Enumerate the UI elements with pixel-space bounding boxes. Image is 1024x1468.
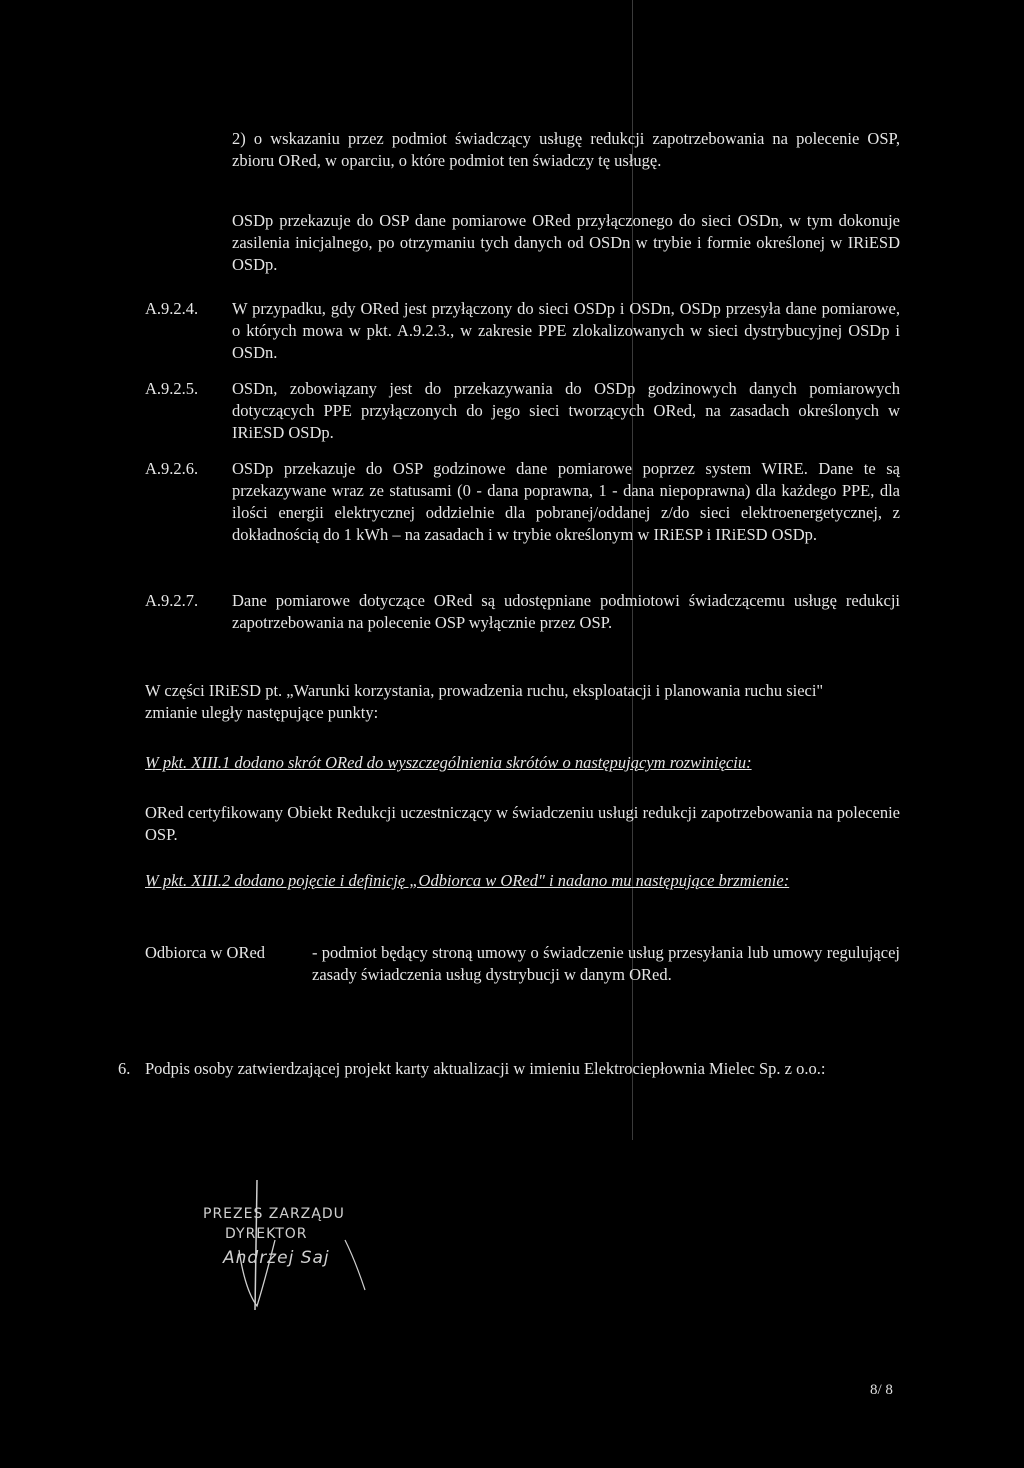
item-6-number: 6. [118,1059,131,1078]
definition-text: - podmiot będący stroną umowy o świadczenie usług przesyłania lub umowy regulującej zasady świadczenia usług dystrybucji w danym ORed. [312,943,900,984]
heading-xiii-1: W pkt. XIII.1 dodano skrót ORed do wyszczególnienia skrótów o następującym rozwinięciu: [145,753,752,772]
section-text: OSDn, zobowiązany jest do przekazywania do OSDp godzinowych danych pomiarowych dotyczących PPE przyłączonych do jego sieci tworzących ORed, na zasadach określonych w IRiESD OSDp. [232,379,900,442]
section-text: OSDp przekazuje do OSP godzinowe dane pomiarowe poprzez system WIRE. Dane te są przekazywane wraz ze statusami (0 - dana poprawna, 1 - dana niepoprawna) dla każdego PPE, dla ilości energii elektrycznej oddzielnie dla pobranej/oddanej z/do sieci elektroenergetycznej, z dokładnością do 1 kWh – na zasadach i w trybie określonym w IRiESP i IRiESD OSDp. [232,459,900,544]
heading-xiii-2: W pkt. XIII.2 dodano pojęcie i definicję „Odbiorca w ORed" i nadano mu następujące brzmienie: [145,871,790,890]
signature-strokes [195,1180,395,1310]
definition-term: Odbiorca w ORed [145,943,266,962]
signature-stamp [195,1180,395,1310]
item-2-text: 2) o wskazaniu przez podmiot świadczący usługę redukcji zapotrzebowania na polecenie OSP, zbioru ORed, w oparciu, o które podmiot ten świadczy tę usługę. [232,129,900,170]
section-text: Dane pomiarowe dotyczące ORed są udostępniane podmiotowi świadczącemu usługę redukcji zapotrzebowania na polecenie OSP wyłącznie przez OSP. [232,591,900,632]
ored-definition: ORed certyfikowany Obiekt Redukcji uczestniczący w świadczeniu usługi redukcji zapotrzebowania na polecenie OSP. [145,803,900,844]
signature-name: Andrzej Saj [223,1248,330,1268]
section-number: A.9.2.7. [145,591,199,610]
section-number: A.9.2.4. [145,299,199,318]
part-intro: W części IRiESD pt. „Warunki korzystania, prowadzenia ruchu, eksploatacji i planowania ruchu sieci" zmianie uległy następujące punkty: [145,681,824,722]
section-text: W przypadku, gdy ORed jest przyłączony do sieci OSDp i OSDn, OSDp przesyła dane pomiarowe, o których mowa w pkt. A.9.2.3., w zakresie PPE zlokalizowanych w sieci dystrybucyjnej OSDp i OSDn. [232,299,900,362]
signature-title: PREZES ZARZĄDU [203,1206,345,1222]
section-number: A.9.2.6. [145,459,199,478]
osdp-paragraph: OSDp przekazuje do OSP dane pomiarowe ORed przyłączonego do sieci OSDn, w tym dokonuje zasilenia inicjalnego, po otrzymaniu tych danych od OSDn w trybie i formie określonej w IRiESD OSDp. [232,211,900,274]
section-number: A.9.2.5. [145,379,199,398]
item-6-text: Podpis osoby zatwierdzającej projekt karty aktualizacji w imieniu Elektrociepłownia Mielec Sp. z o.o.: [145,1059,826,1078]
page-number: 8/ 8 [870,1382,893,1398]
signature-role: DYREKTOR [225,1226,308,1242]
